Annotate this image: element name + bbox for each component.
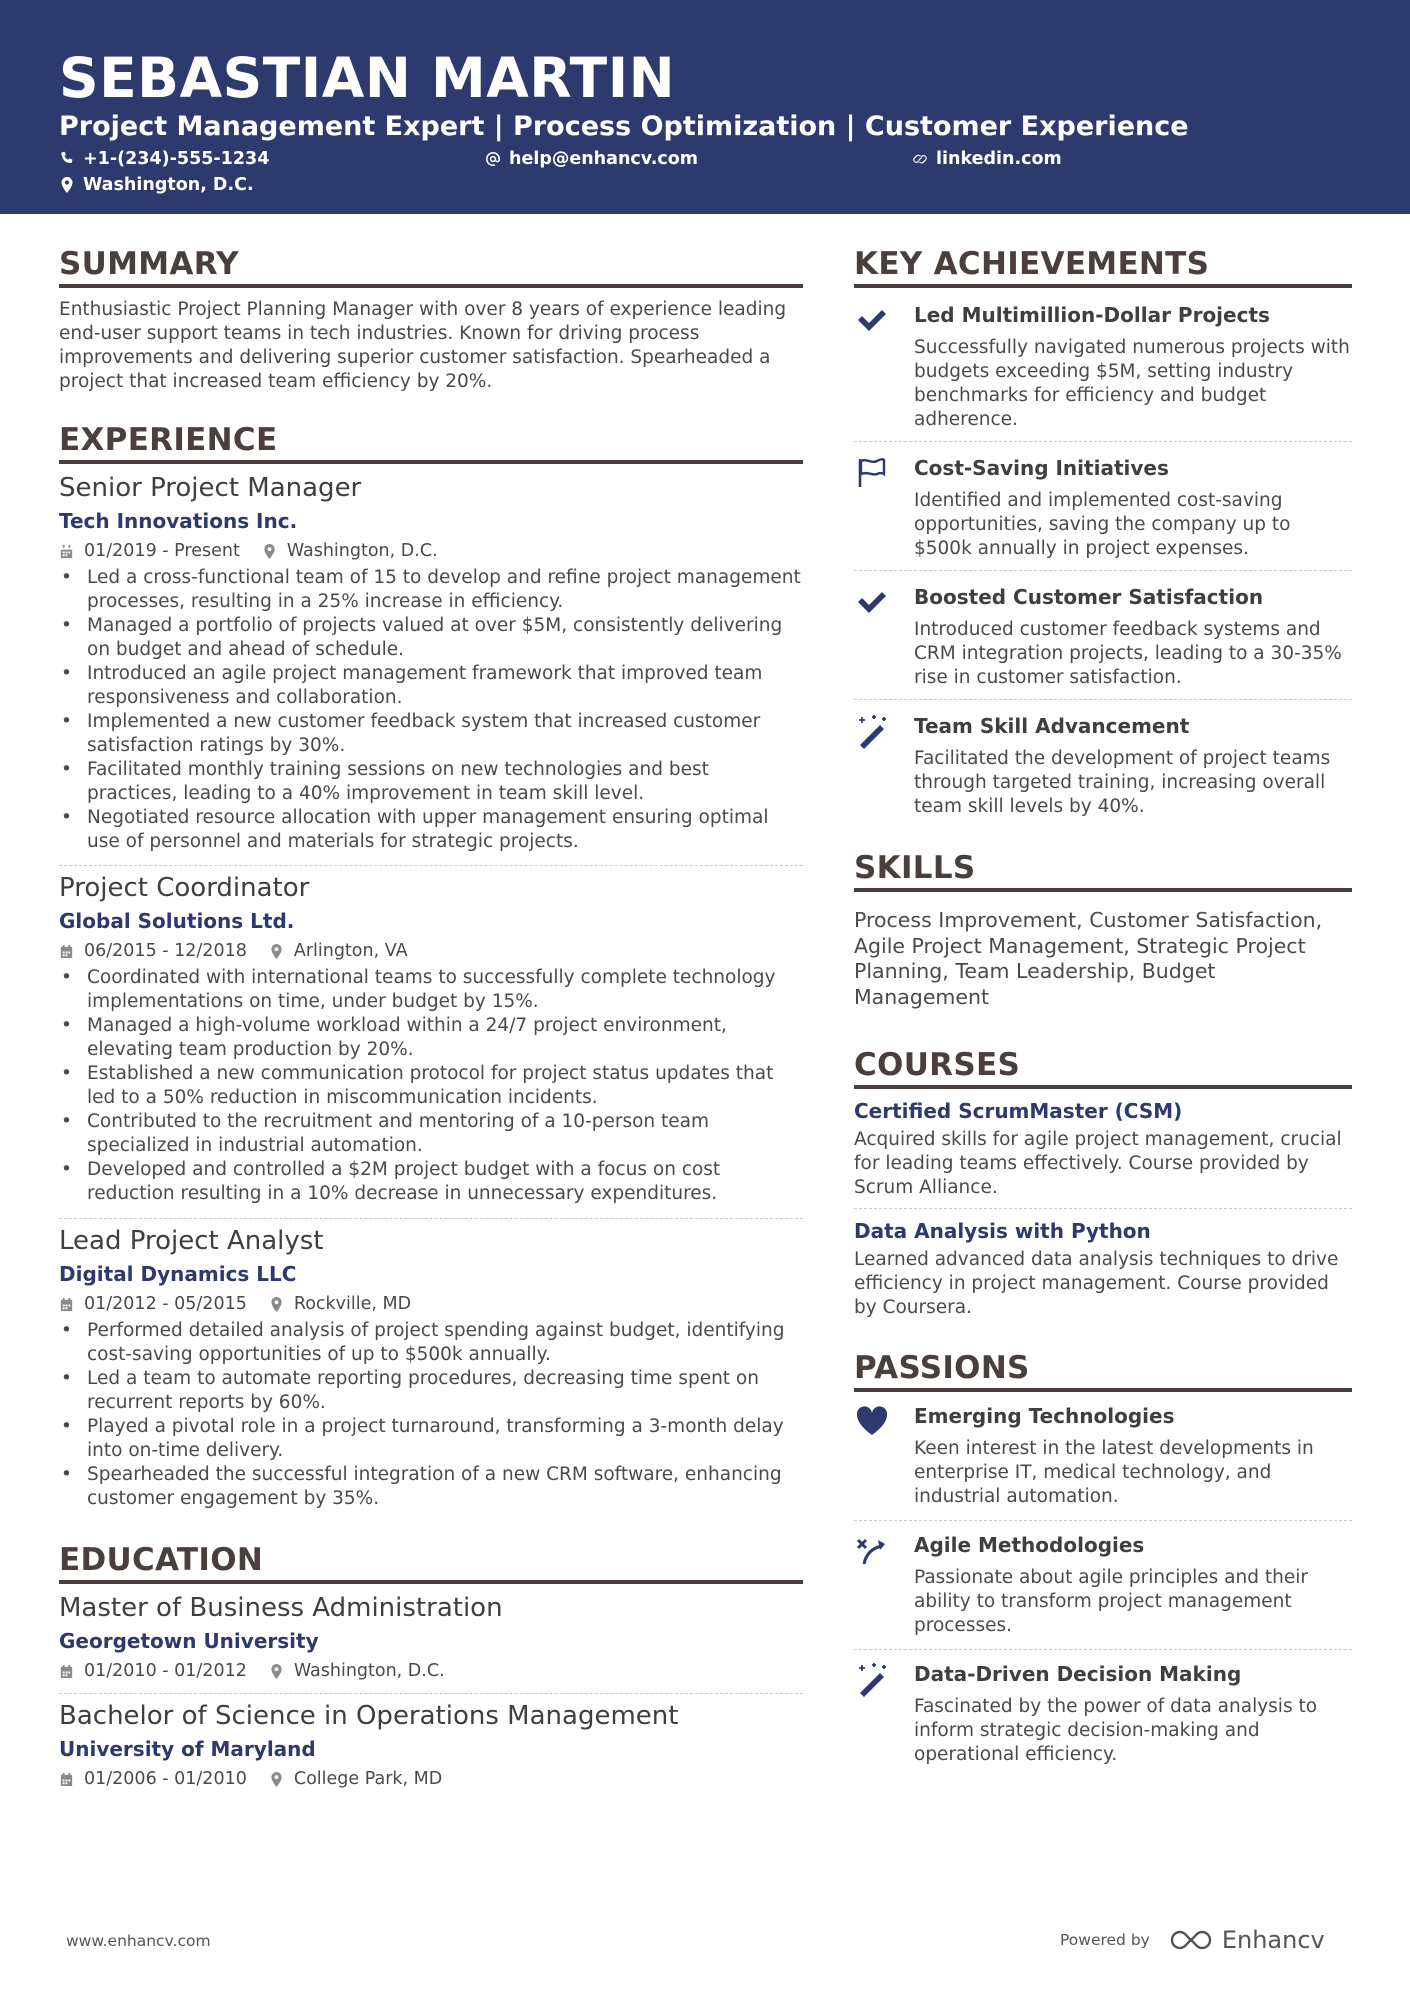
experience-heading: EXPERIENCE: [59, 422, 278, 458]
achievements-heading: KEY ACHIEVEMENTS: [854, 246, 1210, 282]
job-meta: [59, 540, 803, 562]
enhancv-logo-icon: [1168, 1927, 1214, 1953]
bullet-item: • Established a new communication protocol for project status updates that led to a 50% reduction in miscommunication incidents.: [59, 1062, 803, 1110]
job-role: Senior Project Manager: [59, 473, 362, 503]
job-location: Washington, D.C.: [286, 541, 438, 561]
education-dates: 01/2010 - 01/2012: [84, 1661, 247, 1681]
education-meta: [59, 1768, 803, 1790]
bullet-item: • Developed and controlled a $2M project budget with a focus on cost reduction resulting in a 10% decrease in unnecessary expenditures.: [59, 1158, 803, 1206]
job-location-wrap: [269, 940, 408, 962]
location-pin-icon: [262, 544, 277, 559]
email-text: help@enhancv.com: [509, 149, 699, 169]
job-company: Global Solutions Ltd.: [59, 909, 295, 933]
job-meta: [59, 940, 803, 962]
courses-rule: [854, 1085, 1352, 1089]
divider: [854, 1649, 1352, 1650]
job-meta: [59, 1293, 803, 1315]
divider: [854, 441, 1352, 442]
course-desc: Acquired skills for agile project management, crucial for leading teams effectively. Course provided by Scrum Alliance.: [854, 1129, 1342, 1198]
location-text: Washington, D.C.: [83, 175, 254, 195]
contact-link[interactable]: [912, 148, 1062, 170]
achievement-desc: Successfully navigated numerous projects with budgets exceeding $5M, setting industry benchmarks for efficiency and budget adherence.: [914, 337, 1350, 430]
education-item: [59, 1700, 803, 1790]
course-item: [854, 1098, 1352, 1200]
job-dates: 06/2015 - 12/2018: [84, 941, 247, 961]
job-location: Arlington, VA: [293, 941, 408, 961]
achievement-title: Cost-Saving Initiatives: [914, 456, 1169, 480]
bullet-item: • Played a pivotal role in a project turnaround, transforming a 3-month delay into on-time delivery.: [59, 1415, 803, 1463]
summary-heading: SUMMARY: [59, 246, 239, 282]
calendar-icon: [59, 1772, 74, 1787]
magic-wand-icon: [854, 713, 894, 753]
bullet-item: • Implemented a new customer feedback system that increased customer satisfaction ratings by 30%.: [59, 710, 803, 758]
job-company: Digital Dynamics LLC: [59, 1262, 297, 1286]
bullet-item: • Contributed to the recruitment and mentoring of a 10-person team specialized in industrial automation.: [59, 1110, 803, 1158]
divider: [854, 570, 1352, 571]
powered-by-text: Powered by: [1060, 1931, 1150, 1949]
divider: [59, 865, 803, 866]
divider: [59, 1693, 803, 1694]
achievement-desc: Introduced customer feedback systems and CRM integration projects, leading to a 30-35% rise in customer satisfaction.: [914, 619, 1342, 688]
job-dates: 01/2019 - Present: [84, 541, 240, 561]
contact-email[interactable]: [485, 148, 698, 170]
skills-heading: SKILLS: [854, 850, 976, 886]
job-role: Lead Project Analyst: [59, 1226, 324, 1256]
bullet-item: • Managed a portfolio of projects valued at over $5M, consistently delivering on budget and ahead of schedule.: [59, 614, 803, 662]
location-pin-icon: [269, 1772, 284, 1787]
degree: Master of Business Administration: [59, 1593, 503, 1623]
summary-rule: [59, 284, 803, 288]
job-location: Rockville, MD: [293, 1294, 412, 1314]
flag-icon: [854, 455, 894, 495]
education-location: Washington, D.C.: [293, 1661, 445, 1681]
education-heading: EDUCATION: [59, 1542, 264, 1578]
contact-location: [59, 174, 254, 196]
location-pin-icon: [269, 1664, 284, 1679]
bullet-item: • Facilitated monthly training sessions on new technologies and best practices, leading to a 40% improvement in team skill level.: [59, 758, 803, 806]
passion-title: Agile Methodologies: [914, 1533, 1145, 1557]
brand-logo[interactable]: [1168, 1926, 1325, 1954]
phone-icon: [59, 151, 75, 167]
location-pin-icon: [59, 177, 75, 193]
bullet-item: • Managed a high-volume workload within a 24/7 project environment, elevating team production by 20%.: [59, 1014, 803, 1062]
school: Georgetown University: [59, 1629, 319, 1653]
summary-text: Enthusiastic Project Planning Manager with over 8 years of experience leading end-user support teams in tech industries. Known for driving process improvements and delivering superior customer satisfaction. Spearheaded a project that increased team efficiency by 20%.: [59, 299, 787, 392]
education-location-wrap: [269, 1768, 442, 1790]
footer-website[interactable]: www.enhancv.com: [66, 1932, 211, 1950]
education-dates: 01/2006 - 01/2010: [84, 1769, 247, 1789]
location-pin-icon: [269, 944, 284, 959]
bullet-item: • Spearheaded the successful integration of a new CRM software, enhancing customer engagement by 35%.: [59, 1463, 803, 1511]
courses-heading: COURSES: [854, 1047, 1021, 1083]
school: University of Maryland: [59, 1737, 316, 1761]
passions-rule: [854, 1388, 1352, 1392]
heart-icon: [854, 1403, 894, 1443]
candidate-tagline: Project Management Expert | Process Optimization | Customer Experience: [59, 111, 1189, 142]
divider: [854, 1208, 1352, 1209]
job-location-wrap: [269, 1293, 411, 1315]
bullet-item: • Negotiated resource allocation with upper management ensuring optimal use of personnel and materials for strategic projects.: [59, 806, 803, 854]
job-bullets: [59, 566, 803, 854]
course-title: Certified ScrumMaster (CSM): [854, 1099, 1183, 1123]
degree: Bachelor of Science in Operations Management: [59, 1701, 679, 1731]
calendar-icon: [59, 944, 74, 959]
experience-item: [59, 472, 803, 854]
education-item: [59, 1592, 803, 1682]
at-icon: [485, 151, 501, 167]
passion-desc: Keen interest in the latest developments in enterprise IT, medical technology, and industrial automation.: [914, 1438, 1314, 1507]
phone-text: +1-(234)-555-1234: [83, 149, 270, 169]
education-location: College Park, MD: [293, 1769, 443, 1789]
magic-wand-icon: [854, 1661, 894, 1701]
job-location-wrap: [262, 540, 438, 562]
link-icon: [912, 151, 928, 167]
divider: [854, 699, 1352, 700]
calendar-icon: [59, 1664, 74, 1679]
calendar-icon: [59, 1297, 74, 1312]
job-bullets: [59, 1319, 803, 1511]
bullet-item: • Led a cross-functional team of 15 to develop and refine project management processes, resulting in a 25% increase in efficiency.: [59, 566, 803, 614]
bullet-item: • Introduced an agile project management framework that improved team responsiveness and collaboration.: [59, 662, 803, 710]
achievement-title: Boosted Customer Satisfaction: [914, 585, 1264, 609]
achievement-title: Team Skill Advancement: [914, 714, 1190, 738]
achievements-rule: [854, 284, 1352, 288]
passion-title: Emerging Technologies: [914, 1404, 1175, 1428]
contact-phone: [59, 148, 269, 170]
link-text: linkedin.com: [936, 149, 1062, 169]
calendar-icon: [59, 544, 74, 559]
achievement-title: Led Multimillion-Dollar Projects: [914, 303, 1270, 327]
passion-desc: Passionate about agile principles and their ability to transform project management processes.: [914, 1567, 1308, 1636]
location-pin-icon: [269, 1297, 284, 1312]
course-title: Data Analysis with Python: [854, 1219, 1151, 1243]
experience-item: [59, 872, 803, 1206]
achievement-desc: Facilitated the development of project teams through targeted training, increasing overall team skill levels by 40%.: [914, 748, 1331, 817]
skills-rule: [854, 888, 1352, 892]
passions-heading: PASSIONS: [854, 1350, 1030, 1386]
job-bullets: [59, 966, 803, 1206]
resume-header: [0, 0, 1410, 214]
route-icon: [854, 1532, 894, 1572]
bullet-item: • Performed detailed analysis of project spending against budget, identifying cost-saving opportunities of up to $500k annually.: [59, 1319, 803, 1367]
education-meta: [59, 1660, 803, 1682]
skills-text: Process Improvement, Customer Satisfaction, Agile Project Management, Strategic Project Planning, Team Leadership, Budget Management: [854, 908, 1323, 1009]
brand-name: Enhancv: [1221, 1926, 1325, 1954]
check-icon: [854, 584, 894, 624]
divider: [59, 1218, 803, 1219]
job-company: Tech Innovations Inc.: [59, 509, 298, 533]
experience-item: [59, 1225, 803, 1511]
job-dates: 01/2012 - 05/2015: [84, 1294, 247, 1314]
course-desc: Learned advanced data analysis techniques to drive efficiency in project management. Course provided by Coursera.: [854, 1249, 1339, 1318]
divider: [854, 1520, 1352, 1521]
passion-title: Data-Driven Decision Making: [914, 1662, 1242, 1686]
bullet-item: • Coordinated with international teams to successfully complete technology implementations on time, under budget by 15%.: [59, 966, 803, 1014]
education-rule: [59, 1580, 803, 1584]
job-role: Project Coordinator: [59, 873, 310, 903]
achievement-desc: Identified and implemented cost-saving opportunities, saving the company up to $500k annually in project expenses.: [914, 490, 1291, 559]
check-icon: [854, 302, 894, 342]
bullet-item: • Led a team to automate reporting procedures, decreasing time spent on recurrent reports by 60%.: [59, 1367, 803, 1415]
passion-desc: Fascinated by the power of data analysis to inform strategic decision-making and operational efficiency.: [914, 1696, 1318, 1765]
course-item: [854, 1218, 1352, 1320]
candidate-name: SEBASTIAN MARTIN: [59, 46, 676, 110]
footer-branding: [1060, 1926, 1325, 1954]
education-location-wrap: [269, 1660, 445, 1682]
experience-rule: [59, 460, 803, 464]
